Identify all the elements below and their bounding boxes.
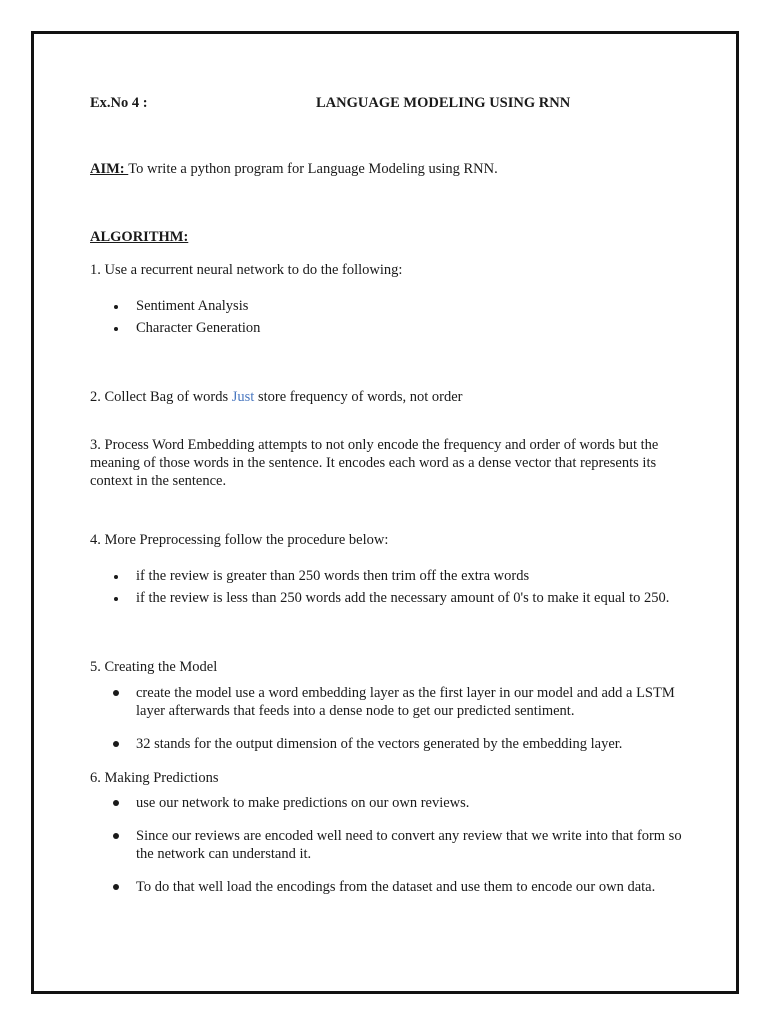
step-2-prefix: 2. Collect Bag of words — [90, 389, 232, 405]
list-item: if the review is greater than 250 words then trim off the extra words — [112, 567, 712, 585]
step-6-bullets — [112, 794, 702, 896]
exercise-number: Ex.No 4 : — [90, 95, 148, 111]
step-4-bullets — [112, 567, 712, 607]
step-2-highlight: Just — [231, 389, 255, 405]
list-item: use our network to make predictions on our own reviews. — [112, 794, 702, 812]
step-2-suffix: store frequency of words, not order — [254, 389, 463, 405]
list-item: 32 stands for the output dimension of the vectors generated by the embedding layer. — [112, 735, 702, 753]
aim-label: AIM: — [90, 161, 129, 177]
aim-text: To write a python program for Language Modeling using RNN. — [128, 161, 498, 177]
step-1-bullets — [112, 297, 712, 337]
list-item: To do that well load the encodings from the dataset and use them to encode our own data. — [112, 878, 702, 896]
step-3-line: context in the sentence. — [90, 473, 227, 489]
list-item: if the review is less than 250 words add the necessary amount of 0's to make it equal to 250. — [112, 589, 712, 607]
list-item: Since our reviews are encoded well need to convert any review that we write into that form so the network can understand it. — [112, 827, 702, 863]
step-4-text: 4. More Preprocessing follow the procedure below: — [90, 532, 389, 548]
list-item: Character Generation — [112, 319, 712, 337]
algorithm-heading: ALGORITHM: — [90, 229, 189, 245]
step-5-bullets — [112, 684, 702, 753]
step-5-text: 5. Creating the Model — [90, 659, 218, 675]
list-item: Sentiment Analysis — [112, 297, 712, 315]
step-3-line: 3. Process Word Embedding attempts to not only encode the frequency and order of words but the — [90, 437, 659, 453]
step-3-text — [90, 436, 730, 490]
aim-section — [90, 160, 498, 178]
step-1-text: 1. Use a recurrent neural network to do the following: — [90, 262, 403, 278]
step-3-line: meaning of those words in the sentence. It encodes each word as a dense vector that represents its — [90, 455, 657, 471]
document-title: LANGUAGE MODELING USING RNN — [316, 95, 571, 111]
step-6-text: 6. Making Predictions — [90, 770, 219, 786]
list-item: create the model use a word embedding layer as the first layer in our model and add a LSTM layer afterwards that feeds into a dense node to get our predicted sentiment. — [112, 684, 702, 720]
step-2-text — [90, 388, 710, 406]
